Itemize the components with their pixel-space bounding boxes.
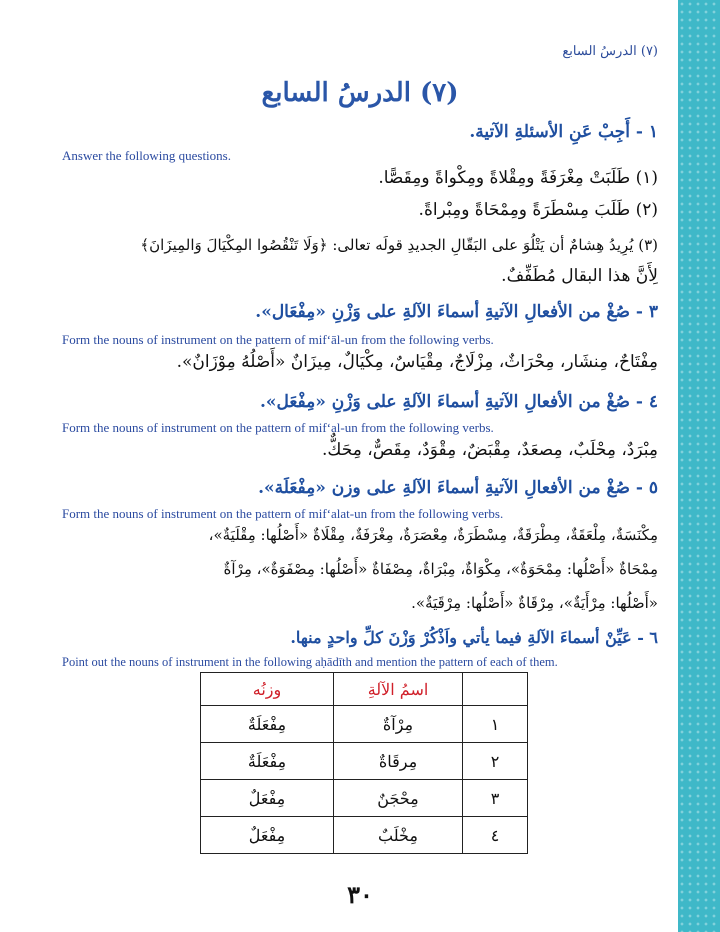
row-number: ٣ (463, 780, 528, 817)
row-pattern: مِفْعَلٌ (201, 817, 334, 854)
question-5-english: Form the nouns of instrument on the pattern of mif‘alat-un from the following verbs. (62, 506, 504, 521)
lesson-title: (٧) الدرسُ السابع (261, 78, 459, 108)
q1-line-3: (٣) يُرِيدُ هِشامٌ أن يَتْلُوَ على البَقّالِ الجديدِ قولَه تعالى: ﴿وَلَا تَنْقُصُوا المِكْيَالَ وَالمِيزَانَ﴾ (140, 236, 658, 254)
instrument-table (200, 672, 528, 854)
row-number: ١ (463, 706, 528, 743)
question-4-heading: ٤ - صُغْ من الأفعالِ الآتيةِ أسماءَ الآلةِ على وَزْنِ «مِفْعَل». (259, 392, 658, 412)
q1-line-1: (١) طَلَبَتْ مِغْرَفَةً ومِقْلاةً ومِكْواةً ومِقَصًّا. (378, 168, 658, 188)
q3-words: مِفْتَاحٌ، مِنشَار، مِحْرَاثٌ، مِزْلَاجٌ، مِقْيَاسٌ، مِكْيَالٌ، مِيزَانٌ «أَصْلُهُ مِوْزَانٌ». (176, 352, 658, 372)
row-instrument: مِحْجَنٌ (334, 780, 463, 817)
row-pattern: مِفْعَلَةٌ (201, 706, 334, 743)
question-3-english: Form the nouns of instrument on the pattern of mif‘āl-un from the following verbs. (62, 332, 494, 347)
question-5-heading: ٥ - صُغْ من الأفعالِ الآتيةِ أسماءَ الآلةِ على وزن «مِفْعَلَة». (258, 478, 658, 498)
row-pattern: مِفْعَلٌ (201, 780, 334, 817)
running-header: (٧) الدرسُ السابع (562, 44, 658, 59)
q4-words: مِبْرَدٌ، مِحْلَبٌ، مِصعَدٌ، مِقْبَضٌ، مِقْوَدٌ، مِقَصٌّ، مِحَكٌّ. (322, 440, 658, 460)
table-row (201, 706, 528, 743)
question-3-heading: ٣ - صُغْ من الأفعالِ الآتيةِ أسماءَ الآلةِ على وَزْنِ «مِفْعَال». (255, 302, 658, 322)
question-1-heading: ١ - أَجِبْ عَنِ الأسئلةِ الآتية. (469, 122, 658, 142)
question-4-english: Form the nouns of instrument on the pattern of mif‘al-un from the following verbs. (62, 420, 494, 435)
row-instrument: مِرْآةٌ (334, 706, 463, 743)
page-content (62, 0, 658, 932)
table-header-row (201, 673, 528, 706)
table-row (201, 817, 528, 854)
q5-line-3: «أَصْلُها: مِرْأَيَةٌ»، مِرْقَاةٌ «أَصْلُها: مِرْقَيَةٌ». (411, 594, 658, 612)
question-6-english: Point out the nouns of instrument in the following aḥādīth and mention the pattern of each of them. (62, 655, 558, 669)
q5-line-2: مِمْحَاةٌ «أَصْلُها: مِمْحَوَةٌ»، مِكْوَاةٌ، مِبْرَاةٌ، مِصْفَاةٌ «أَصْلُها: مِصْفَوَةٌ»، مِرْآةٌ (223, 560, 658, 578)
row-instrument: مِرقَاةٌ (334, 743, 463, 780)
q1-line-4: لِأَنَّ هذا البقال مُطَفِّفٌ. (501, 266, 658, 286)
table-row (201, 743, 528, 780)
q5-line-1: مِكْنَسَةٌ، مِلْعَقَةٌ، مِطْرَقَةٌ، مِسْطَرَةٌ، مِعْصَرَةٌ، مِغْرَفَةٌ، مِقْلَاةٌ «أَصْلُها: مِقْلَيَةٌ»، (208, 526, 658, 544)
question-1-english: Answer the following questions. (62, 148, 231, 163)
q1-line-2: (٢) طَلَبَ مِسْطَرَةً ومِمْحَاةً ومِبْراةً. (418, 200, 658, 220)
row-pattern: مِفْعَلَةٌ (201, 743, 334, 780)
header-number (463, 673, 528, 706)
table-row (201, 780, 528, 817)
row-number: ٤ (463, 817, 528, 854)
row-instrument: مِخْلَبٌ (334, 817, 463, 854)
header-pattern: وزنُه (201, 673, 334, 706)
page-number: ٣٠ (347, 880, 373, 909)
question-6-heading: ٦ - عَيِّنْ أسماءَ الآلةِ فيما يأتي واَذْكُرْ وَزْنَ كلِّ واحدٍ منها. (290, 628, 658, 647)
decorative-sidebar (678, 0, 720, 932)
header-instrument-name: اسمُ الآلةِ (334, 673, 463, 706)
row-number: ٢ (463, 743, 528, 780)
